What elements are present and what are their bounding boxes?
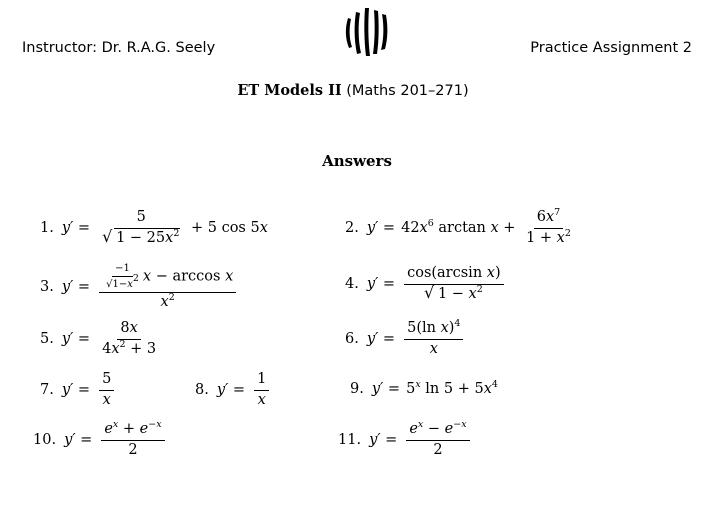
answer-3 — [40, 263, 239, 311]
fraction: $\frac{5(\ln x)^4}{x}$ — [404, 321, 463, 358]
fraction: 5 √ $1 - 25x^2$ — [102, 209, 180, 246]
answer-lhs: y′ = — [366, 276, 396, 293]
answer-lhs: y′ = — [61, 278, 91, 295]
answer-9: 9. y′ = 5$^x$ $\ln 5 + 5x^4$ — [350, 379, 498, 397]
answer-lhs: y′ = — [371, 381, 401, 397]
answer-number: 3. — [40, 278, 54, 295]
answers-heading: Answers — [322, 152, 392, 170]
answer-number: 6. — [345, 331, 359, 348]
answer-lhs: y′ = — [61, 331, 91, 348]
assignment-label: Practice Assignment 2 — [530, 40, 692, 56]
answer-lhs: y′ = — [61, 220, 91, 237]
answer-4 — [345, 266, 507, 303]
fraction: $\frac{e^x - e^{-x}}{2}$ — [406, 422, 469, 459]
answer-10 — [33, 419, 168, 459]
fraction: $\frac{-1}{√1-x^2}$ x − arccos x $x^2$ — [99, 263, 236, 311]
answer-number: 5. — [40, 331, 54, 348]
fraction: $\frac{5}{x}$ — [99, 372, 114, 409]
course-name: ET Models II — [237, 82, 342, 99]
answer-number: 10. — [33, 432, 57, 449]
course-title — [0, 82, 706, 99]
answer-6 — [345, 318, 466, 358]
answer-7 — [40, 372, 117, 409]
answer-lhs: y′ = — [366, 331, 396, 348]
answer-1: 1. y′ = 5 √ $1 - 25x^2$ + 5 cos 5x — [40, 209, 268, 246]
answer-lhs: y′ = — [216, 382, 246, 399]
instructor-label: Instructor: Dr. R.A.G. Seely — [22, 40, 216, 56]
answer-lhs: y′ = — [369, 432, 398, 449]
fraction: $\frac{e^x + e^{-x}}{2}$ — [101, 422, 164, 459]
answer-number: 7. — [40, 382, 54, 399]
answer-lhs: y′ = — [64, 432, 93, 449]
fraction: $\frac{1}{x}$ — [254, 372, 269, 409]
answer-8 — [195, 372, 272, 409]
answer-number: 8. — [195, 382, 209, 399]
answer-number: 4. — [345, 276, 359, 293]
university-crest-icon — [342, 6, 394, 58]
fraction: cos(arcsin x) √ $1 - x^2$ — [404, 266, 504, 303]
answer-number: 2. — [345, 220, 359, 237]
answer-11 — [338, 419, 473, 459]
fraction: $\frac{6x^7}{1 + x^2}$ — [526, 207, 571, 246]
answer-lhs: y′ = — [61, 382, 91, 399]
answer-number: 1. — [40, 220, 54, 237]
answer-lhs: y′ = — [366, 220, 396, 237]
answer-2: 2. y′ = $42x^6$ arctan x + $\frac{6x^7}{1 + x^2}$ — [345, 210, 577, 247]
course-code: (Maths 201–271) — [346, 83, 469, 99]
fraction: $\frac{8x}{4x^2 + 3}$ — [102, 320, 157, 357]
answer-number: 11. — [338, 432, 362, 449]
answer-number: 9. — [350, 381, 364, 397]
answer-5 — [40, 321, 162, 358]
